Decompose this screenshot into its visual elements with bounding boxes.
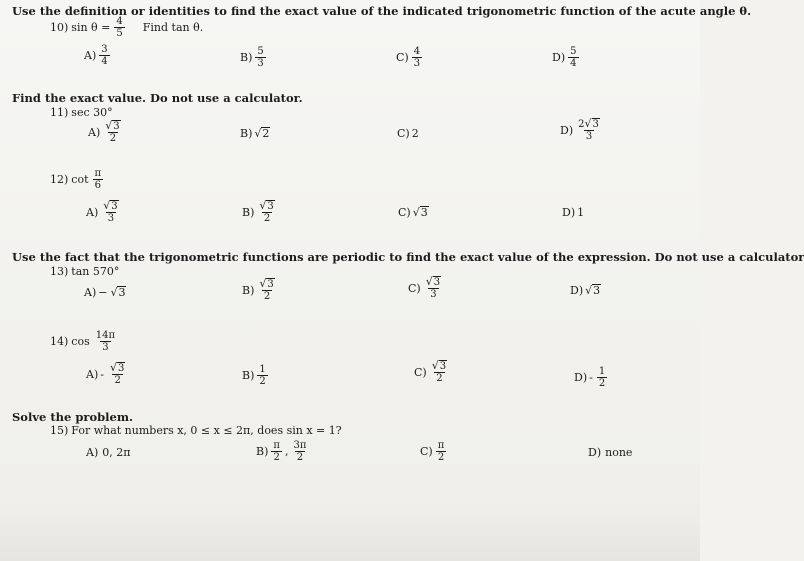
question-10 (50, 16, 203, 39)
section-heading-exact-value: Find the exact value. Do not use a calculator. (12, 91, 303, 105)
question-number: 15) (50, 424, 69, 437)
question-prompt: tan 570° (71, 265, 120, 278)
q13-choice-d[interactable]: D) √ 3 (570, 284, 601, 297)
q15-choice-b[interactable]: B) $\frac{\pi}{2}$ , $\frac{3\pi}{2}$ (256, 440, 307, 463)
q11-choice-d[interactable]: D) 2 √ 3 3 (560, 117, 599, 142)
q12-choice-b[interactable]: B) √ 3 2 (242, 199, 274, 224)
question-number: 10) (50, 21, 69, 34)
question-15 (50, 424, 342, 437)
given-fraction: $\frac{4}{5}$ (116, 16, 123, 39)
q12-choice-d[interactable]: D) 1 (562, 206, 585, 219)
question-number: 13) (50, 265, 69, 278)
question-number: 11) (50, 106, 69, 119)
q12-choice-c[interactable]: C) √ 3 (398, 206, 428, 219)
question-14: 14) cos $\frac{14\pi}{3}$ (50, 330, 116, 353)
q13-choice-a[interactable]: A) − √ 3 (84, 286, 126, 299)
question-12: 12) cot $\frac{\pi}{6}$ (50, 168, 102, 191)
q10-choice-a[interactable]: A) $\frac{3}{4}$ (84, 44, 108, 67)
q10-choice-d[interactable]: D) $\frac{5}{4}$ (552, 46, 577, 69)
question-prompt: cot (71, 173, 89, 186)
section-heading-periodic: Use the fact that the trigonometric functions are periodic to find the exact value of the expression. Do not use a calculator (12, 250, 804, 264)
section-heading-definitions: Use the definition or identities to find the exact value of the indicated trigonometric function of the acute angle θ. (12, 4, 752, 18)
q11-choice-b[interactable]: B) √ 2 (240, 127, 270, 140)
question-prompt: sin θ = (71, 21, 111, 34)
question-prompt: For what numbers x, 0 ≤ x ≤ 2π, does sin x = 1? (71, 424, 342, 437)
question-13 (50, 265, 119, 278)
q14-choice-b[interactable]: B) $\frac{1}{2}$ (242, 364, 266, 387)
q13-choice-c[interactable]: C) √ 3 3 (408, 275, 441, 300)
question-prompt: sec 30° (71, 106, 113, 119)
q10-choice-c[interactable]: C) $\frac{4}{3}$ (396, 46, 421, 69)
q15-choice-d[interactable]: D) none (588, 446, 633, 459)
question-number: 14) (50, 335, 69, 348)
question-prompt: cos (71, 335, 90, 348)
q14-choice-a[interactable]: A) - √ 3 2 (86, 361, 125, 386)
q11-choice-c[interactable]: C) 2 (397, 127, 419, 140)
q14-choice-c[interactable]: C) √ 3 2 (414, 359, 447, 384)
question-11 (50, 106, 113, 119)
q12-choice-a[interactable]: A) √ 3 3 (86, 199, 118, 224)
page-shadow (0, 501, 700, 561)
q15-choice-c[interactable]: C) $\frac{\pi}{2}$ (420, 440, 445, 463)
q11-choice-a[interactable]: A) √ 3 2 (88, 119, 120, 144)
question-find: Find tan θ. (142, 21, 204, 34)
section-heading-solve: Solve the problem. (12, 410, 134, 424)
q13-choice-b[interactable]: B) √ 3 2 (242, 277, 274, 302)
q14-choice-d[interactable]: D) - $\frac{1}{2}$ (574, 366, 606, 389)
q15-choice-a[interactable]: A) 0, 2π (86, 446, 131, 459)
question-number: 12) (50, 173, 69, 186)
q10-choice-b[interactable]: B) $\frac{5}{3}$ (240, 46, 264, 69)
